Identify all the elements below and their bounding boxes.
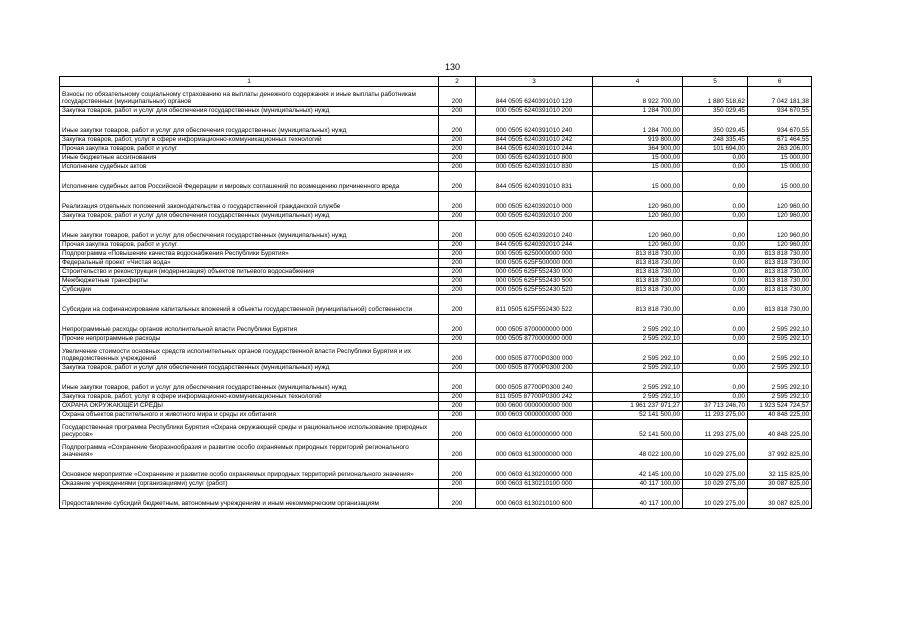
row-value-6: 813 818 730,00 bbox=[748, 250, 812, 259]
table-row bbox=[60, 154, 812, 163]
row-name: Иные закупки товаров, работ и услуг для обеспечения государственных (муниципальных) нужд bbox=[60, 221, 439, 241]
table-row bbox=[60, 250, 812, 259]
row-col2: 200 bbox=[439, 241, 476, 250]
row-code: 811 0505 87700P0300 242 bbox=[476, 393, 593, 402]
row-col2: 200 bbox=[439, 295, 476, 315]
row-code: 000 0505 87700P0300 000 bbox=[476, 344, 593, 364]
row-value-5: 350 029,45 bbox=[683, 107, 748, 116]
row-value-5: 0,00 bbox=[683, 221, 748, 241]
row-col2: 200 bbox=[439, 250, 476, 259]
row-col2: 200 bbox=[439, 107, 476, 116]
table-row bbox=[60, 116, 812, 136]
row-col2: 200 bbox=[439, 335, 476, 344]
row-value-5: 0,00 bbox=[683, 373, 748, 393]
row-code: 000 0505 625F552430 500 bbox=[476, 277, 593, 286]
row-value-6: 15 000,00 bbox=[748, 172, 812, 192]
row-value-4: 1 284 700,00 bbox=[593, 107, 683, 116]
row-col2: 200 bbox=[439, 460, 476, 480]
table-body bbox=[60, 87, 812, 509]
row-value-5: 11 293 275,00 bbox=[683, 411, 748, 420]
row-value-4: 813 818 730,00 bbox=[593, 277, 683, 286]
row-name: Предоставление субсидий бюджетным, автономным учреждениям и иным некоммерческим организациям bbox=[60, 489, 439, 509]
row-code: 000 0505 8700000000 000 bbox=[476, 315, 593, 335]
table-row bbox=[60, 440, 812, 460]
row-name: Закупка товаров, работ, услуг в сфере информационно-коммуникационных технологий bbox=[60, 136, 439, 145]
row-value-4: 2 595 292,10 bbox=[593, 373, 683, 393]
row-name: Строительство и реконструкция (модернизация) объектов питьевого водоснабжения bbox=[60, 268, 439, 277]
row-name: Оказание учреждениями (организациями) услуг (работ) bbox=[60, 480, 439, 489]
row-value-5: 0,00 bbox=[683, 335, 748, 344]
row-value-4: 2 595 292,10 bbox=[593, 315, 683, 335]
row-code: 844 0505 6240391010 831 bbox=[476, 172, 593, 192]
row-value-4: 15 000,00 bbox=[593, 172, 683, 192]
header-col-1: 1 bbox=[60, 77, 439, 87]
row-value-5: 11 293 275,00 bbox=[683, 420, 748, 440]
row-value-4: 52 141 500,00 bbox=[593, 411, 683, 420]
row-value-6: 30 087 825,00 bbox=[748, 489, 812, 509]
row-value-6: 37 992 825,00 bbox=[748, 440, 812, 460]
row-code: 000 0505 6240391010 830 bbox=[476, 163, 593, 172]
row-col2: 200 bbox=[439, 87, 476, 107]
row-value-5: 0,00 bbox=[683, 344, 748, 364]
row-code: 000 0505 6240392010 000 bbox=[476, 192, 593, 212]
row-code: 844 0505 6240391010 242 bbox=[476, 136, 593, 145]
row-name: Иные бюджетные ассигнования bbox=[60, 154, 439, 163]
row-value-4: 2 595 292,10 bbox=[593, 335, 683, 344]
row-code: 000 0505 6240391010 240 bbox=[476, 116, 593, 136]
table-row bbox=[60, 335, 812, 344]
row-value-6: 2 595 292,10 bbox=[748, 364, 812, 373]
row-value-6: 30 087 825,00 bbox=[748, 480, 812, 489]
row-col2: 200 bbox=[439, 259, 476, 268]
table-row bbox=[60, 145, 812, 154]
row-name: Охрана объектов растительного и животного мира и среды их обитания bbox=[60, 411, 439, 420]
table-row bbox=[60, 393, 812, 402]
row-value-6: 934 670,55 bbox=[748, 107, 812, 116]
row-value-4: 1 961 237 971,27 bbox=[593, 402, 683, 411]
row-code: 000 0505 6240392010 240 bbox=[476, 221, 593, 241]
row-value-5: 0,00 bbox=[683, 241, 748, 250]
row-value-5: 0,00 bbox=[683, 259, 748, 268]
row-code: 000 0505 6240391010 200 bbox=[476, 107, 593, 116]
row-value-4: 8 922 700,00 bbox=[593, 87, 683, 107]
row-code: 000 0505 625F552430 520 bbox=[476, 286, 593, 295]
row-code: 000 0603 6100000000 000 bbox=[476, 420, 593, 440]
row-value-6: 813 818 730,00 bbox=[748, 277, 812, 286]
row-code: 000 0603 6130000000 000 bbox=[476, 440, 593, 460]
row-name: Основное мероприятие «Сохранение и развитие особо охраняемых природных территорий регионального значения» bbox=[60, 460, 439, 480]
row-col2: 200 bbox=[439, 192, 476, 212]
row-value-6: 2 595 292,10 bbox=[748, 344, 812, 364]
row-name: ОХРАНА ОКРУЖАЮЩЕЙ СРЕДЫ bbox=[60, 402, 439, 411]
table-row bbox=[60, 163, 812, 172]
table-row bbox=[60, 87, 812, 107]
table-row bbox=[60, 286, 812, 295]
row-value-4: 120 960,00 bbox=[593, 192, 683, 212]
row-value-5: 248 335,45 bbox=[683, 136, 748, 145]
row-col2: 200 bbox=[439, 315, 476, 335]
row-value-6: 15 000,00 bbox=[748, 154, 812, 163]
row-name: Субсидии на софинансирование капитальных вложений в объекты государственной (муниципальной) собственности bbox=[60, 295, 439, 315]
row-name: Закупка товаров, работ и услуг для обеспечения государственных (муниципальных) нужд bbox=[60, 212, 439, 221]
row-name: Межбюджетные трансферты bbox=[60, 277, 439, 286]
row-value-5: 10 029 275,00 bbox=[683, 480, 748, 489]
row-code: 000 0505 6250000000 000 bbox=[476, 250, 593, 259]
row-code: 000 0505 87700P0300 240 bbox=[476, 373, 593, 393]
row-name: Исполнение судебных актов Российской Федерации и мировых соглашений по возмещению причиненного вреда bbox=[60, 172, 439, 192]
table-row bbox=[60, 411, 812, 420]
row-name: Иные закупки товаров, работ и услуг для обеспечения государственных (муниципальных) нужд bbox=[60, 373, 439, 393]
row-value-6: 263 206,00 bbox=[748, 145, 812, 154]
row-value-6: 934 670,55 bbox=[748, 116, 812, 136]
table-row bbox=[60, 192, 812, 212]
row-value-6: 2 595 292,10 bbox=[748, 373, 812, 393]
header-col-3: 3 bbox=[476, 77, 593, 87]
row-value-5: 0,00 bbox=[683, 212, 748, 221]
row-value-5: 0,00 bbox=[683, 295, 748, 315]
row-value-4: 120 960,00 bbox=[593, 241, 683, 250]
row-value-6: 813 818 730,00 bbox=[748, 286, 812, 295]
row-name: Увеличение стоимости основных средств исполнительных органов государственной власти Республики Бурятия и их подведомственных учреждений bbox=[60, 344, 439, 364]
table-header-row bbox=[60, 77, 812, 87]
row-value-4: 2 595 292,10 bbox=[593, 364, 683, 373]
table-row bbox=[60, 221, 812, 241]
row-col2: 200 bbox=[439, 411, 476, 420]
row-value-5: 1 880 518,62 bbox=[683, 87, 748, 107]
row-value-5: 0,00 bbox=[683, 192, 748, 212]
row-code: 000 0505 87700P0300 200 bbox=[476, 364, 593, 373]
row-name: Прочая закупка товаров, работ и услуг bbox=[60, 145, 439, 154]
table-row bbox=[60, 460, 812, 480]
row-code: 000 0603 6130210100 600 bbox=[476, 489, 593, 509]
row-name: Закупка товаров, работ и услуг для обеспечения государственных (муниципальных) нужд bbox=[60, 364, 439, 373]
row-value-5: 0,00 bbox=[683, 268, 748, 277]
row-value-6: 813 818 730,00 bbox=[748, 259, 812, 268]
table-row bbox=[60, 259, 812, 268]
table-row bbox=[60, 172, 812, 192]
row-value-4: 120 960,00 bbox=[593, 212, 683, 221]
row-value-4: 813 818 730,00 bbox=[593, 286, 683, 295]
row-value-4: 52 141 500,00 bbox=[593, 420, 683, 440]
row-value-6: 7 042 181,38 bbox=[748, 87, 812, 107]
table-row bbox=[60, 107, 812, 116]
table-row bbox=[60, 136, 812, 145]
row-value-5: 10 029 275,00 bbox=[683, 489, 748, 509]
row-value-6: 2 595 292,10 bbox=[748, 335, 812, 344]
row-col2: 200 bbox=[439, 440, 476, 460]
row-name: Исполнение судебных актов bbox=[60, 163, 439, 172]
table-row bbox=[60, 373, 812, 393]
table-row bbox=[60, 344, 812, 364]
row-value-5: 10 029 275,00 bbox=[683, 460, 748, 480]
row-name: Федеральный проект «Чистая вода» bbox=[60, 259, 439, 268]
row-col2: 200 bbox=[439, 116, 476, 136]
row-value-4: 1 284 700,00 bbox=[593, 116, 683, 136]
row-code: 000 0505 625F552430 000 bbox=[476, 268, 593, 277]
row-value-5: 350 029,45 bbox=[683, 116, 748, 136]
row-value-6: 40 848 225,00 bbox=[748, 411, 812, 420]
row-value-4: 813 818 730,00 bbox=[593, 250, 683, 259]
row-value-5: 0,00 bbox=[683, 250, 748, 259]
row-value-6: 671 464,55 bbox=[748, 136, 812, 145]
row-value-6: 813 818 730,00 bbox=[748, 268, 812, 277]
row-col2: 200 bbox=[439, 268, 476, 277]
header-col-2: 2 bbox=[439, 77, 476, 87]
row-value-5: 101 694,00 bbox=[683, 145, 748, 154]
header-col-4: 4 bbox=[593, 77, 683, 87]
row-col2: 200 bbox=[439, 136, 476, 145]
row-value-6: 120 960,00 bbox=[748, 221, 812, 241]
row-value-4: 40 117 100,00 bbox=[593, 489, 683, 509]
row-value-5: 10 029 275,00 bbox=[683, 440, 748, 460]
row-value-6: 120 960,00 bbox=[748, 212, 812, 221]
row-value-5: 0,00 bbox=[683, 393, 748, 402]
table-row bbox=[60, 277, 812, 286]
row-col2: 200 bbox=[439, 145, 476, 154]
row-value-4: 40 117 100,00 bbox=[593, 480, 683, 489]
row-value-6: 2 595 292,10 bbox=[748, 393, 812, 402]
row-code: 000 0505 6240391010 800 bbox=[476, 154, 593, 163]
row-code: 844 0505 6240391010 244 bbox=[476, 145, 593, 154]
row-value-4: 15 000,00 bbox=[593, 163, 683, 172]
row-value-4: 813 818 730,00 bbox=[593, 295, 683, 315]
table-row bbox=[60, 480, 812, 489]
row-name: Прочая закупка товаров, работ и услуг bbox=[60, 241, 439, 250]
row-value-5: 0,00 bbox=[683, 172, 748, 192]
header-col-5: 5 bbox=[683, 77, 748, 87]
row-col2: 200 bbox=[439, 489, 476, 509]
row-col2: 200 bbox=[439, 154, 476, 163]
row-code: 811 0505 625F552430 522 bbox=[476, 295, 593, 315]
table-row bbox=[60, 402, 812, 411]
row-value-6: 120 960,00 bbox=[748, 241, 812, 250]
row-value-6: 1 923 524 724,57 bbox=[748, 402, 812, 411]
row-name: Прочие непрограммные расходы bbox=[60, 335, 439, 344]
row-code: 000 0600 0000000000 000 bbox=[476, 402, 593, 411]
table-row bbox=[60, 489, 812, 509]
row-col2: 200 bbox=[439, 172, 476, 192]
row-value-6: 32 115 825,00 bbox=[748, 460, 812, 480]
table-row bbox=[60, 212, 812, 221]
table-row bbox=[60, 364, 812, 373]
row-name: Подпрограмма «Повышение качества водоснабжения Республики Бурятия» bbox=[60, 250, 439, 259]
row-col2: 200 bbox=[439, 163, 476, 172]
row-value-6: 40 848 225,00 bbox=[748, 420, 812, 440]
table-row bbox=[60, 295, 812, 315]
row-name: Государственная программа Республики Бурятия «Охрана окружающей среды и рациональное использование природных ресурсов» bbox=[60, 420, 439, 440]
row-value-4: 813 818 730,00 bbox=[593, 268, 683, 277]
row-code: 844 0505 6240392010 244 bbox=[476, 241, 593, 250]
row-col2: 200 bbox=[439, 420, 476, 440]
row-value-4: 2 595 292,10 bbox=[593, 393, 683, 402]
row-code: 000 0505 6240392010 200 bbox=[476, 212, 593, 221]
row-col2: 200 bbox=[439, 393, 476, 402]
row-col2: 200 bbox=[439, 286, 476, 295]
row-col2: 200 bbox=[439, 402, 476, 411]
row-value-5: 37 713 246,70 bbox=[683, 402, 748, 411]
row-value-6: 120 960,00 bbox=[748, 192, 812, 212]
row-value-5: 0,00 bbox=[683, 154, 748, 163]
table-row bbox=[60, 420, 812, 440]
row-value-4: 48 022 100,00 bbox=[593, 440, 683, 460]
row-name: Иные закупки товаров, работ и услуг для обеспечения государственных (муниципальных) нужд bbox=[60, 116, 439, 136]
row-name: Закупка товаров, работ, услуг в сфере информационно-коммуникационных технологий bbox=[60, 393, 439, 402]
row-col2: 200 bbox=[439, 373, 476, 393]
row-value-4: 364 900,00 bbox=[593, 145, 683, 154]
row-col2: 200 bbox=[439, 221, 476, 241]
header-col-6: 6 bbox=[748, 77, 812, 87]
row-value-4: 919 800,00 bbox=[593, 136, 683, 145]
row-value-4: 2 595 292,10 bbox=[593, 344, 683, 364]
row-value-4: 813 818 730,00 bbox=[593, 259, 683, 268]
row-value-5: 0,00 bbox=[683, 286, 748, 295]
row-value-4: 42 145 100,00 bbox=[593, 460, 683, 480]
row-col2: 200 bbox=[439, 212, 476, 221]
row-col2: 200 bbox=[439, 344, 476, 364]
row-value-6: 813 818 730,00 bbox=[748, 295, 812, 315]
row-value-4: 15 000,00 bbox=[593, 154, 683, 163]
row-code: 000 0505 625F500000 000 bbox=[476, 259, 593, 268]
row-code: 844 0505 6240391010 129 bbox=[476, 87, 593, 107]
row-col2: 200 bbox=[439, 277, 476, 286]
row-name: Непрограммные расходы органов исполнительной власти Республики Бурятия bbox=[60, 315, 439, 335]
row-name: Подпрограмма «Сохранение биоразнообразия и развитие особо охраняемых природных территорий регионального значения» bbox=[60, 440, 439, 460]
row-value-5: 0,00 bbox=[683, 163, 748, 172]
row-value-5: 0,00 bbox=[683, 364, 748, 373]
row-value-6: 2 595 292,10 bbox=[748, 315, 812, 335]
table-row bbox=[60, 268, 812, 277]
row-name: Закупка товаров, работ и услуг для обеспечения государственных (муниципальных) нужд bbox=[60, 107, 439, 116]
row-value-4: 120 960,00 bbox=[593, 221, 683, 241]
row-value-6: 15 000,00 bbox=[748, 163, 812, 172]
row-value-5: 0,00 bbox=[683, 315, 748, 335]
row-name: Субсидии bbox=[60, 286, 439, 295]
row-value-5: 0,00 bbox=[683, 277, 748, 286]
row-code: 000 0603 6130200000 000 bbox=[476, 460, 593, 480]
budget-table bbox=[59, 76, 812, 509]
row-code: 000 0603 0000000000 000 bbox=[476, 411, 593, 420]
row-col2: 200 bbox=[439, 364, 476, 373]
row-code: 000 0603 6130210100 000 bbox=[476, 480, 593, 489]
row-name: Взносы по обязательному социальному страхованию на выплаты денежного содержания и иные выплаты работникам государственных (муниципальных) органов bbox=[60, 87, 439, 107]
row-col2: 200 bbox=[439, 480, 476, 489]
row-code: 000 0505 8770000000 000 bbox=[476, 335, 593, 344]
page-number: 130 bbox=[444, 62, 461, 72]
table-row bbox=[60, 315, 812, 335]
table-row bbox=[60, 241, 812, 250]
row-name: Реализация отдельных положений законодательства о государственной гражданской службе bbox=[60, 192, 439, 212]
